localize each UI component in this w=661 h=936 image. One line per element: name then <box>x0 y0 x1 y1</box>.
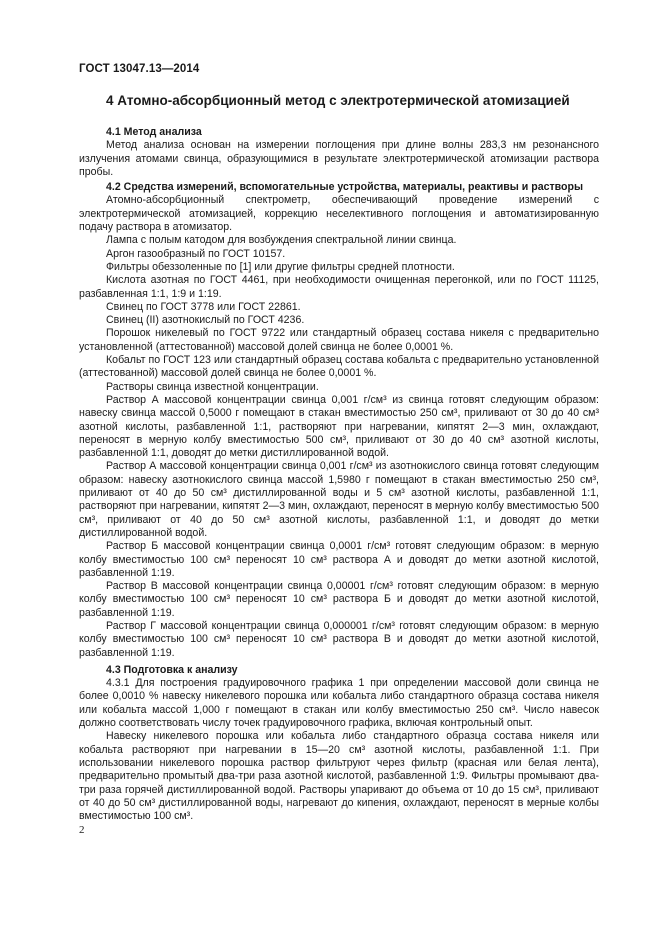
document-body <box>79 126 599 823</box>
document-header: ГОСТ 13047.13—2014 <box>79 63 200 75</box>
paragraph: Атомно-абсорбционный спектрометр, обеспечивающий проведение измерений с электротермической атомизацией, коррекцию неселективного поглощения и автоматизированную подачу раствора в атомизатор. <box>79 194 599 234</box>
subsection-heading-4-2: 4.2 Средства измерений, вспомогательные устройства, материалы, реактивы и растворы <box>106 181 584 194</box>
paragraph: 4.3.1 Для построения градуировочного графика 1 при определении массовой доли свинца не более 0,0010 % навеску никелевого порошка или кобальта либо стандартного образца состава никеля или кобальта массой 1,000 г помещают в стакан или колбу вместимостью 250 см³. Число навесок должно соответствовать числу точек градуировочного графика, включая контрольный опыт. <box>79 677 599 730</box>
paragraph: Свинец по ГОСТ 3778 или ГОСТ 22861. <box>106 300 301 313</box>
subsection-heading-4-1: 4.1 Метод анализа <box>106 126 202 138</box>
paragraph: Навеску никелевого порошка или кобальта либо стандартного образца состава никеля или кобальта растворяют при нагревании в 15—20 см³ азотной кислоты, разбавленной 1:1. При использовании никелевого порошка раствор фильтруют через фильтр (красная или белая лента), предварительно промытый два-три раза азотной кислотой, разбавленной 1:9. Фильтры промывают два-три раза горячей дистиллированной водой. Растворы упаривают до объема от 10 до 15 см³, приливают от 40 до 50 см³ дистиллированной воды, нагревают до кипения, охлаждают, переносят в мерные колбы вместимостью 100 см³. <box>79 730 599 823</box>
paragraph: Метод анализа основан на измерении поглощения при длине волны 283,3 нм резонансного излучения атомами свинца, образующимися в результате электротермической атомизации раствора пробы. <box>79 139 599 178</box>
paragraph: Растворы свинца известной концентрации. <box>106 380 319 393</box>
paragraph: Кобальт по ГОСТ 123 или стандартный образец состава кобальта с предварительно установленной (аттестованной) массовой долей свинца не более 0,0001 %. <box>79 354 599 380</box>
paragraph: Лампа с полым катодом для возбуждения спектральной линии свинца. <box>106 234 457 247</box>
paragraph: Раствор Б массовой концентрации свинца 0,0001 г/см³ готовят следующим образом: в мерную колбу вместимостью 100 см³ переносят 10 см³ раствора А и доводят до метки азотной кислотой, разбавленной 1:19. <box>79 540 599 579</box>
paragraph: Раствор Г массовой концентрации свинца 0,000001 г/см³ готовят следующим образом: в мерную колбу вместимостью 100 см³ переносят 10 см³ раствора В и доводят до метки азотной кислотой, разбавленной 1:19. <box>79 619 599 659</box>
paragraph: Фильтры обеззоленные по [1] или другие фильтры средней плотности. <box>106 260 455 273</box>
paragraph: Раствор А массовой концентрации свинца 0,001 г/см³ из азотнокислого свинца готовят следующим образом: навеску азотнокислого свинца массой 1,5980 г помещают в стакан вместимостью 250 см³, приливают от 40 до 50 см³ дистиллированной воды и 5 см³ азотной кислоты, разбавленной 1:1, растворяют при нагревании, кипятят 2—3 мин, охлаждают, переносят в мерную колбу вместимостью 500 см³, приливают от 40 до 50 см³ азотной кислоты, разбавленной 1:1, и доводят до метки дистиллированной водой. <box>79 460 599 539</box>
paragraph: Свинец (II) азотнокислый по ГОСТ 4236. <box>106 314 305 327</box>
page-number: 2 <box>79 824 85 836</box>
paragraph: Аргон газообразный по ГОСТ 10157. <box>106 247 286 260</box>
paragraph: Порошок никелевый по ГОСТ 9722 или стандартный образец состава никеля с предварительно установленной (аттестованной) массовой долей свинца не более 0,0001 %. <box>79 327 599 353</box>
paragraph: Раствор А массовой концентрации свинца 0,001 г/см³ из свинца готовят следующим образом: навеску свинца массой 0,5000 г помещают в стакан вместимостью 250 см³, приливают от 30 до 40 см³ азотной кислоты, разбавленной 1:1, растворяют при нагревании, кипятят 2—3 мин, охлаждают, переносят в мерную колбу вместимостью 500 см³, приливают от 30 до 40 см³ азотной кислоты, разбавленной 1:1, доводят до метки дистиллированной водой. <box>79 393 599 460</box>
section-title: 4 Атомно-абсорбционный метод с электротермической атомизацией <box>106 93 570 108</box>
subsection-heading-4-3: 4.3 Подготовка к анализу <box>106 663 238 676</box>
paragraph: Кислота азотная по ГОСТ 4461, при необходимости очищенная перегонкой, или по ГОСТ 11125, разбавленная 1:1, 1:9 и 1:19. <box>79 274 599 300</box>
paragraph: Раствор В массовой концентрации свинца 0,00001 г/см³ готовят следующим образом: в мерную колбу вместимостью 100 см³ переносят 10 см³ раствора Б и доводят до метки азотной кислотой, разбавленной 1:19. <box>79 580 599 619</box>
